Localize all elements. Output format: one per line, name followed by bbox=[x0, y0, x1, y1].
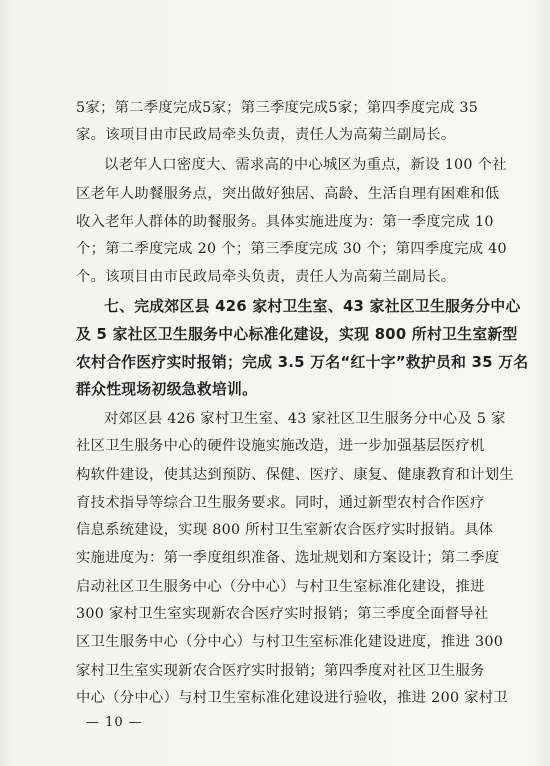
text-line: 家。该项目由市民政局牵头负责，责任人为高菊兰副局长。 bbox=[76, 127, 456, 143]
section-heading-line: 及 5 家社区卫生服务中心标准化建设，实现 800 所村卫生室新型 bbox=[76, 326, 518, 343]
section-heading-line: 七、完成郊区县 426 家村卫生室、43 家社区卫生服务分中心 bbox=[104, 298, 521, 315]
text-line: 家村卫生室实现新农合医疗实时报销；第四季度对社区卫生服务 bbox=[76, 663, 485, 679]
text-line: 300 家村卫生室实现新农合医疗实时报销；第三季度全面督导社 bbox=[76, 606, 489, 622]
section-heading-line: 群众性现场初级急救培训。 bbox=[76, 381, 258, 398]
text-line: 构软件建设，使其达到预防、保健、医疗、康复、健康教育和计划生 bbox=[76, 467, 514, 483]
text-line: 育技术指导等综合卫生服务要求。同时，通过新型农村合作医疗 bbox=[76, 495, 485, 511]
section-heading-line: 农村合作医疗实时报销；完成 3.5 万名“红十字”救护员和 35 万名 bbox=[76, 354, 529, 371]
text-line: 个。该项目由市民政局牵头负责，责任人为高菊兰副局长。 bbox=[76, 269, 456, 285]
text-line: 以老年人口密度大、需求高的中心城区为重点，新设 100 个社 bbox=[104, 157, 507, 173]
page-number: — 10 — bbox=[86, 715, 143, 730]
text-line: 信息系统建设，实现 800 所村卫生室新农合医疗实时报销。具体 bbox=[76, 522, 494, 538]
text-line: 收入老年人群体的助餐服务。具体实施进度为：第一季度完成 10 bbox=[76, 214, 494, 230]
text-line: 社区卫生服务中心的硬件设施实施改造，进一步加强基层医疗机 bbox=[76, 438, 485, 454]
text-line: 对郊区县 426 家村卫生室、43 家社区卫生服务分中心及 5 家 bbox=[104, 411, 506, 427]
text-line: 5家；第二季度完成5家；第三季度完成5家；第四季度完成 35 bbox=[76, 100, 479, 116]
text-line: 区老年人助餐服务点，突出做好独居、高龄、生活自理有困难和低 bbox=[76, 186, 500, 202]
text-line: 启动社区卫生服务中心（分中心）与村卫生室标准化建设，推进 bbox=[76, 579, 485, 595]
text-line: 中心（分中心）与村卫生室标准化建设进行验收，推进 200 家村卫 bbox=[76, 690, 508, 706]
text-line: 实施进度为：第一季度组织准备、选址规划和方案设计；第二季度 bbox=[76, 550, 500, 566]
text-line: 个；第二季度完成 20 个；第三季度完成 30 个；第四季度完成 40 bbox=[76, 241, 507, 257]
text-line: 区卫生服务中心（分中心）与村卫生室标准化建设进度，推进 300 bbox=[76, 634, 504, 650]
